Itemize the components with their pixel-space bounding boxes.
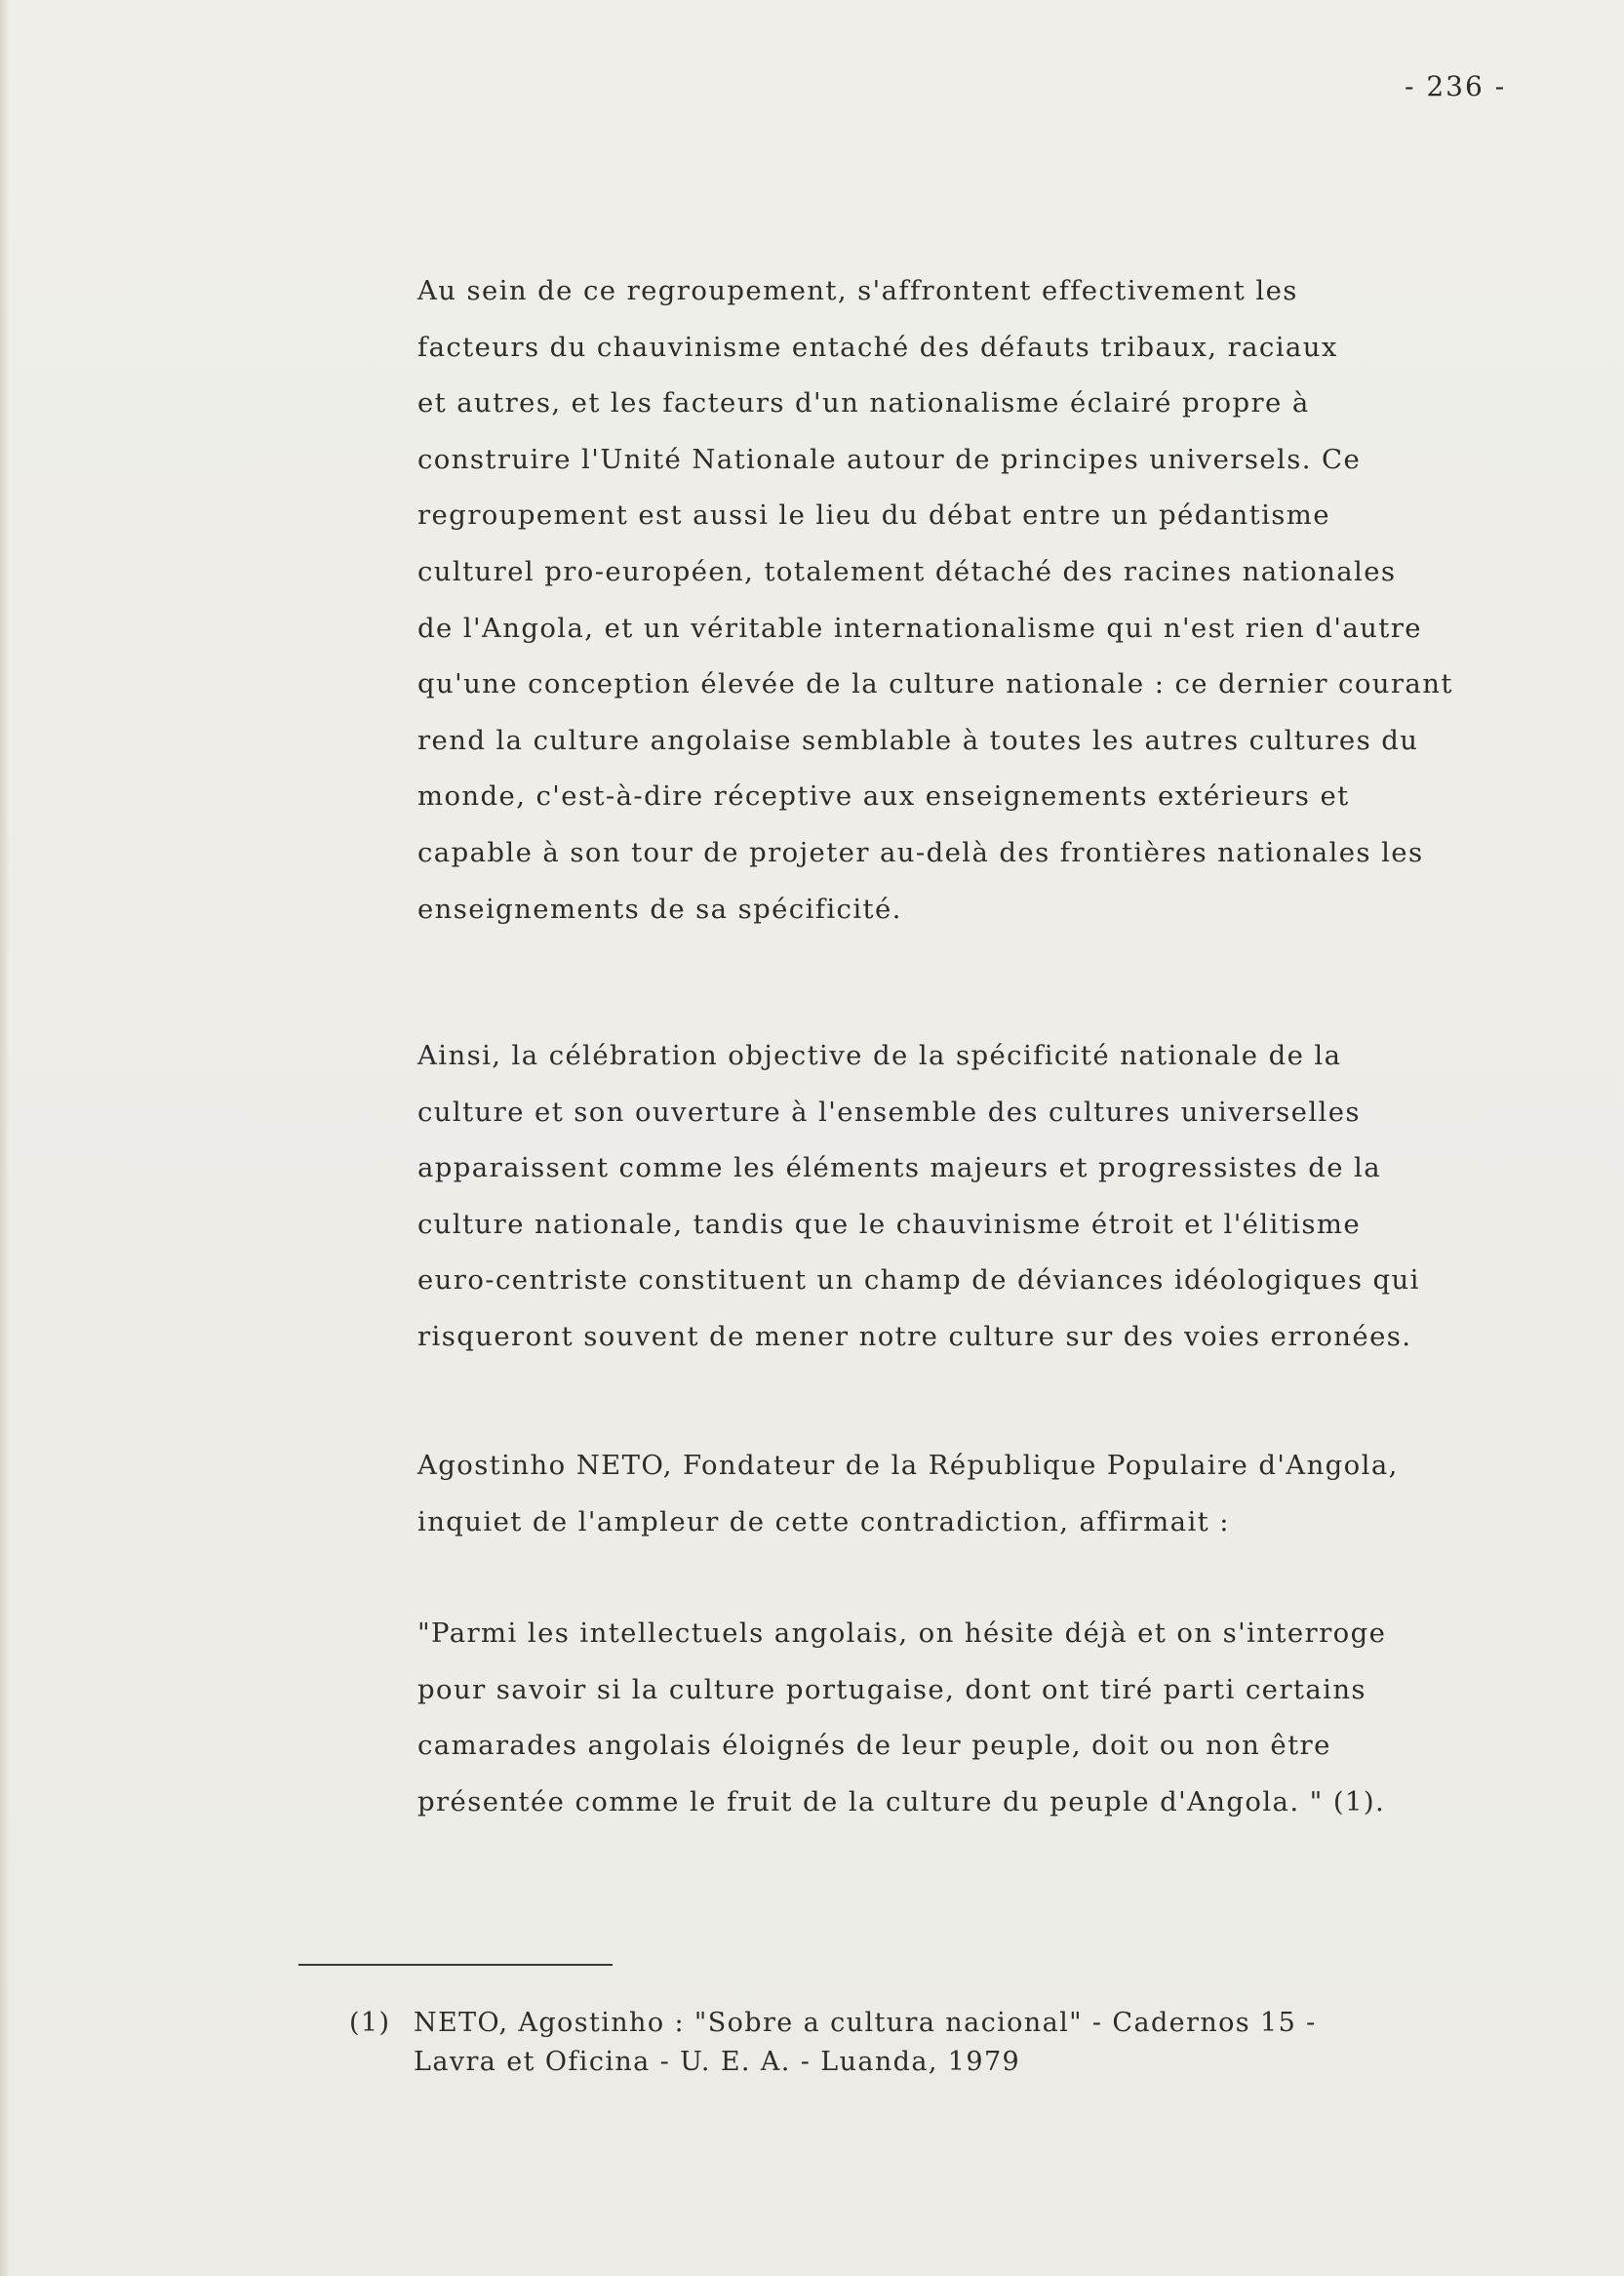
text-line: regroupement est aussi le lieu du débat entre un pédantisme [417, 499, 1330, 532]
footnote-line: Lavra et Oficina - U. E. A. - Luanda, 1979 [414, 2047, 1021, 2077]
text-line: inquiet de l'ampleur de cette contradiction, affirmait : [417, 1505, 1230, 1537]
text-line: culture et son ouverture à l'ensemble des cultures universelles [417, 1096, 1361, 1128]
text-line: qu'une conception élevée de la culture nationale : ce dernier courant [417, 668, 1453, 700]
paragraph-regroupement [417, 263, 1568, 938]
text-line: "Parmi les intellectuels angolais, on hésite déjà et on s'interroge [417, 1617, 1387, 1649]
text-line: pour savoir si la culture portugaise, dont ont tiré parti certains [417, 1673, 1367, 1705]
footnote-line: NETO, Agostinho : "Sobre a cultura nacional" - Cadernos 15 - [414, 2008, 1317, 2038]
text-line: construire l'Unité Nationale autour de principes universels. Ce [417, 443, 1362, 475]
text-line: Agostinho NETO, Fondateur de la République Populaire d'Angola, [417, 1450, 1399, 1481]
text-line: culturel pro-européen, totalement détaché des racines nationales [417, 555, 1397, 587]
page-edge-shadow [0, 0, 10, 2276]
paragraph-ainsi [417, 1028, 1568, 1366]
text-line: euro-centriste constituent un champ de déviances idéologiques qui [417, 1264, 1420, 1297]
text-line: enseignements de sa spécificité. [417, 893, 902, 925]
text-line: risqueront souvent de mener notre culture sur des voies erronées. [417, 1320, 1412, 1352]
text-line: facteurs du chauvinisme entaché des défauts tribaux, raciaux [417, 331, 1338, 363]
footnote-separator [298, 1964, 613, 1966]
footnote-marker: (1) [349, 2008, 391, 2038]
text-line: et autres, et les facteurs d'un nationalisme éclairé propre à [417, 387, 1310, 419]
text-line: rend la culture angolaise semblable à toutes les autres cultures du [417, 724, 1419, 756]
text-line: camarades angolais éloignés de leur peuple, doit ou non être [417, 1730, 1331, 1762]
text-line: apparaissent comme les éléments majeurs et progressistes de la [417, 1152, 1382, 1184]
text-line: capable à son tour de projeter au-delà des frontières nationales les [417, 836, 1424, 868]
text-line: Au sein de ce regroupement, s'affrontent effectivement les [417, 275, 1298, 306]
text-line: culture nationale, tandis que le chauvinisme étroit et l'élitisme [417, 1208, 1362, 1240]
page-number: - 236 - [1405, 70, 1507, 102]
paragraph-agostinho-neto [417, 1438, 1568, 1550]
footnote-text [414, 2004, 1317, 2082]
text-line: de l'Angola, et un véritable internationalisme qui n'est rien d'autre [417, 612, 1422, 644]
text-line: monde, c'est-à-dire réceptive aux enseignements extérieurs et [417, 780, 1350, 813]
text-line: Ainsi, la célébration objective de la spécificité nationale de la [417, 1040, 1342, 1071]
quotation-paragraph [417, 1606, 1568, 1830]
text-line: présentée comme le fruit de la culture du peuple d'Angola. " (1). [417, 1785, 1386, 1817]
